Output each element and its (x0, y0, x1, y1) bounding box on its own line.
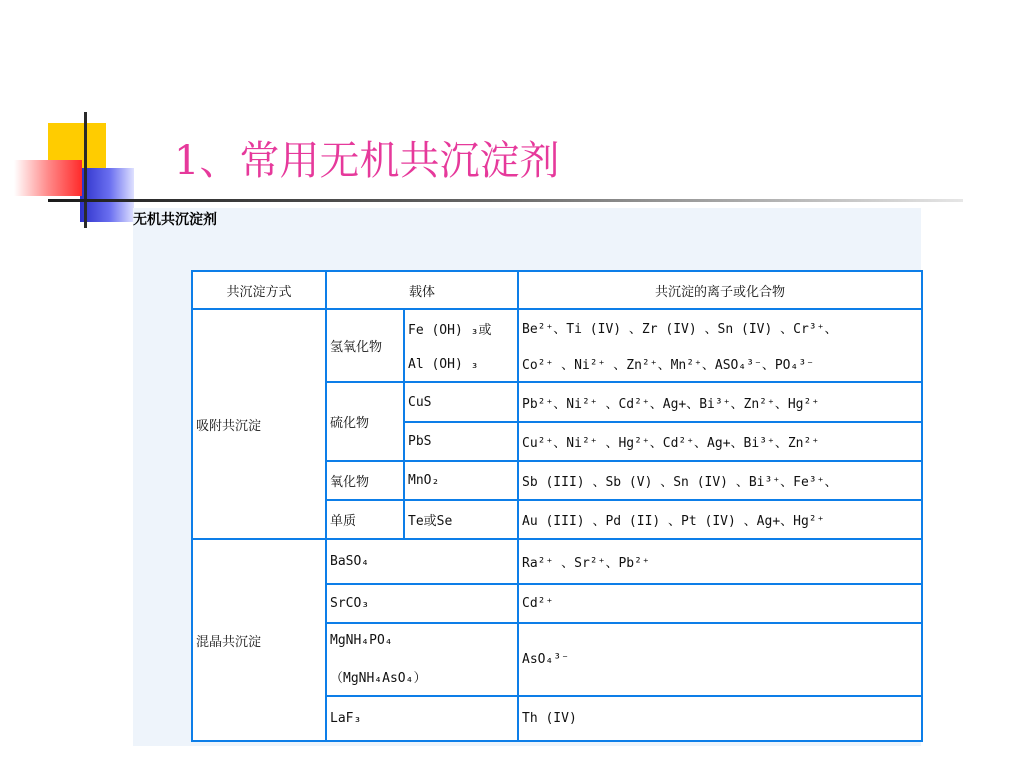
carrier-category-element: 单质 (325, 499, 405, 540)
ions-laf3: Th (IV) (517, 695, 923, 742)
ions-hydroxide (517, 308, 923, 383)
table-caption: 无机共沉淀剂 (133, 212, 217, 228)
carrier-category-hydroxide: 氢氧化物 (325, 308, 405, 383)
header-ions: 共沉淀的离子或化合物 (517, 270, 923, 310)
carrier-category-oxide: 氧化物 (325, 460, 405, 501)
ions-hydroxide-line2: Co²⁺ 、Ni²⁺ 、Zn²⁺、Mn²⁺、ASO₄³⁻、PO₄³⁻ (522, 357, 814, 373)
ions-element: Au (III) 、Pd (II) 、Pt (IV) 、Ag+、Hg²⁺ (517, 499, 923, 540)
method-mixed-crystal: 混晶共沉淀 (191, 538, 327, 742)
title-underline (48, 199, 963, 202)
ions-hydroxide-line1: Be²⁺、Ti (IV) 、Zr (IV) 、Sn (IV) 、Cr³⁺、 (522, 322, 838, 338)
carrier-hydroxide (403, 308, 519, 383)
carrier-baso4: BaSO₄ (325, 538, 519, 585)
carrier-srco3: SrCO₃ (325, 583, 519, 624)
carrier-laf3: LaF₃ (325, 695, 519, 742)
method-adsorption: 吸附共沉淀 (191, 308, 327, 540)
carrier-hydroxide-line2: Al (OH) ₃ (408, 356, 479, 372)
decor-blue-square (80, 168, 134, 222)
ions-cus: Pb²⁺、Ni²⁺ 、Cd²⁺、Ag+、Bi³⁺、Zn²⁺、Hg²⁺ (517, 381, 923, 423)
decor-red-bar (14, 160, 82, 196)
carrier-te-se: Te或Se (403, 499, 519, 540)
carrier-mno2: MnO₂ (403, 460, 519, 501)
carrier-mgnh4po4 (325, 622, 519, 697)
ions-oxide: Sb (III) 、Sb (V) 、Sn (IV) 、Bi³⁺、Fe³⁺、 (517, 460, 923, 501)
ions-baso4: Ra²⁺ 、Sr²⁺、Pb²⁺ (517, 538, 923, 585)
carrier-hydroxide-line1: Fe (OH) ₃或 (408, 323, 492, 339)
header-method: 共沉淀方式 (191, 270, 327, 310)
header-carrier: 载体 (325, 270, 519, 310)
carrier-mgnh4po4-line2: （MgNH₄AsO₄） (330, 670, 427, 686)
decor-vertical-line (84, 112, 87, 228)
ions-mgnh4po4: AsO₄³⁻ (517, 622, 923, 697)
ions-srco3: Cd²⁺ (517, 583, 923, 624)
carrier-category-sulfide: 硫化物 (325, 381, 405, 462)
carrier-mgnh4po4-line1: MgNH₄PO₄ (330, 633, 393, 649)
ions-pbs: Cu²⁺、Ni²⁺ 、Hg²⁺、Cd²⁺、Ag+、Bi³⁺、Zn²⁺ (517, 421, 923, 462)
carrier-pbs: PbS (403, 421, 519, 462)
carrier-cus: CuS (403, 381, 519, 423)
slide-title: 1、常用无机共沉淀剂 (174, 138, 560, 184)
